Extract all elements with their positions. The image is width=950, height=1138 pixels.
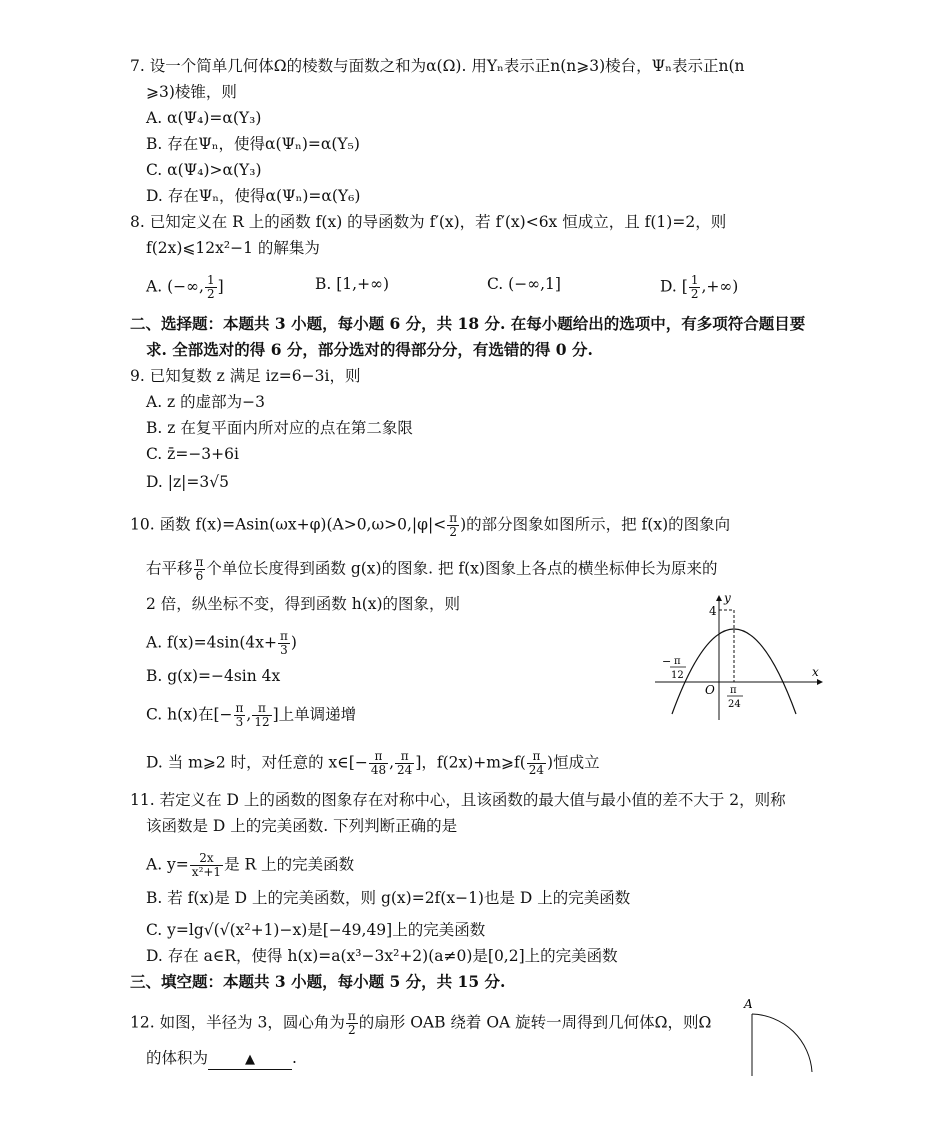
q9-option-a: A. z 的虚部为−3 — [146, 393, 265, 411]
fraction: $\frac{1}{2}$ — [690, 273, 699, 301]
q8-line1: 8. 已知定义在 R 上的函数 f(x) 的导函数为 f′(x)，若 f′(x)<6x 恒成立，且 f(1)=2，则 — [130, 213, 727, 231]
q10-line3: 2 倍，纵坐标不变，得到函数 h(x)的图象，则 — [146, 595, 461, 613]
left-zero-num: π — [674, 656, 681, 667]
q7-option-a: A. α(Ψ₄)=α(Υ₃) — [146, 109, 262, 127]
q9-stem: 9. 已知复数 z 满足 iz=6−3i，则 — [130, 367, 361, 385]
origin-label: O — [705, 683, 715, 697]
x-axis-label: x — [812, 665, 819, 679]
q7-option-d: D. 存在Ψₙ，使得α(Ψₙ)=α(Υ₆) — [146, 187, 361, 205]
y-axis-label: y — [724, 591, 731, 605]
q12-line1: 12. 如图，半径为 3，圆心角为 $\frac{\pi}{2}$ 的扇形 OAB 绕着 OA 旋转一周得到几何体Ω，则Ω — [130, 1009, 712, 1037]
point-a-label: A — [744, 997, 753, 1011]
answer-blank[interactable] — [208, 1049, 292, 1070]
q8-option-b: B. [1,+∞) — [315, 275, 390, 293]
left-zero-den: 12 — [671, 670, 684, 681]
q7-option-b: B. 存在Ψₙ，使得α(Ψₙ)=α(Υ₅) — [146, 135, 360, 153]
section2-heading-line1: 二、选择题：本题共 3 小题，每小题 6 分，共 18 分. 在每小题给出的选项中，有多项符合题目要 — [130, 314, 806, 333]
q8-option-d: D. [ $\frac{1}{2}$ ,+∞) — [660, 273, 739, 301]
section3-heading: 三、填空题：本题共 3 小题，每小题 5 分，共 15 分. — [130, 972, 506, 991]
peak-x-den: 24 — [728, 699, 741, 710]
fraction: $\frac{\pi}{24}$ — [397, 749, 413, 777]
q8-option-a: A. (−∞, $\frac{1}{2}$ ] — [146, 273, 224, 301]
q12-sector-figure — [740, 996, 830, 1076]
q10-option-a: A. f(x)=4sin(4x+ $\frac{\pi}{3}$ ) — [146, 629, 297, 657]
q9-option-d: D. |z|=3√5 — [146, 473, 229, 491]
q10-line2: 右平移 $\frac{\pi}{6}$ 个单位长度得到函数 g(x)的图象. 把 f(x)图象上各点的横坐标伸长为原来的 — [146, 555, 718, 583]
fraction: $\frac{\pi}{6}$ — [195, 555, 204, 583]
q11-line2: 该函数是 D 上的完美函数. 下列判断正确的是 — [146, 817, 458, 835]
triangle-icon: ▲ — [245, 1052, 256, 1067]
q11-option-d: D. 存在 a∈R，使得 h(x)=a(x³−3x²+2)(a≠0)是[0,2]上的完美函数 — [146, 947, 618, 965]
left-zero-sign: − — [662, 655, 672, 668]
fraction: $\frac{\pi}{3}$ — [280, 629, 288, 657]
fraction: $\frac{\pi}{24}$ — [528, 749, 545, 777]
q11-option-a: A. y= $\frac{2x}{\text{x²+1}}$ 是 R 上的完美函数 — [146, 851, 355, 879]
q10-option-b: B. g(x)=−4sin 4x — [146, 667, 281, 685]
section2-heading-line2: 求. 全部选对的得 6 分，部分选对的得部分分，有选错的得 0 分. — [146, 340, 593, 359]
fraction: $\frac{\pi}{12}$ — [254, 701, 270, 729]
q12-line2: 的体积为 ▲ . — [146, 1048, 297, 1070]
q8-option-c: C. (−∞,1] — [487, 275, 561, 293]
fraction: $\frac{2x}{\text{x²+1}}$ — [191, 851, 222, 879]
fraction: $\frac{1}{2}$ — [206, 273, 215, 301]
q7-option-c: C. α(Ψ₄)>α(Υ₃) — [146, 161, 262, 179]
q11-line1: 11. 若定义在 D 上的函数的图象存在对称中心，且该函数的最大值与最小值的差不大于 2，则称 — [130, 791, 786, 809]
peak-x-num: π — [730, 685, 737, 696]
sector-arc — [752, 1014, 812, 1072]
q10-option-d: D. 当 m⩾2 时，对任意的 x∈[− $\frac{\pi}{48}$ , $\frac{\pi}{24}$ ]，f(2x)+m⩾f( $\frac{\pi}{24}$ )恒成立 — [146, 749, 600, 777]
q7-line2: ⩾3)棱锥，则 — [146, 83, 237, 101]
max-value-label: 4 — [709, 604, 717, 618]
q8-line2: f(2x)⩽12x²−1 的解集为 — [146, 239, 320, 257]
q7-line1: 7. 设一个简单几何体Ω的棱数与面数之和为α(Ω). 用Υₙ表示正n(n⩾3)棱台，Ψₙ表示正n(n — [130, 57, 745, 75]
q10-function-graph — [650, 590, 830, 730]
fraction: $\frac{\pi}{48}$ — [370, 749, 387, 777]
q10-line1: 10. 函数 f(x)=Asin(ωx+φ)(A>0,ω>0,|φ|< $\frac{\pi}{2}$ )的部分图象如图所示，把 f(x)的图象向 — [130, 511, 731, 539]
q11-option-b: B. 若 f(x)是 D 上的完美函数，则 g(x)=2f(x−1)也是 D 上的完美函数 — [146, 889, 631, 907]
q9-option-b: B. z 在复平面内所对应的点在第二象限 — [146, 419, 413, 437]
q11-option-c: C. y=lg√(√(x²+1)−x)是[−49,49]上的完美函数 — [146, 921, 486, 939]
fraction: $\frac{\pi}{3}$ — [235, 701, 244, 729]
fraction: $\frac{\pi}{2}$ — [347, 1009, 356, 1037]
q10-option-c: C. h(x)在[− $\frac{\pi}{3}$ , $\frac{\pi}{12}$ ]上单调递增 — [146, 701, 357, 729]
fraction: $\frac{\pi}{2}$ — [449, 511, 458, 539]
q9-option-c: C. z̄=−3+6i — [146, 445, 239, 463]
